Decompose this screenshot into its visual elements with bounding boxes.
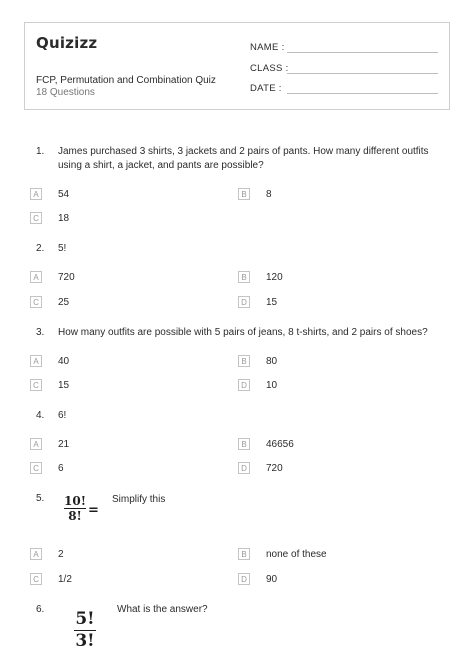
- math-fraction: [64, 494, 86, 523]
- name-label: NAME :: [250, 42, 285, 53]
- date-label: DATE :: [250, 83, 282, 94]
- option-text: none of these: [266, 549, 327, 560]
- option-letter: B: [238, 355, 250, 367]
- option-text: 40: [58, 356, 70, 367]
- option-text: 720: [58, 272, 75, 283]
- question-number: 5.: [36, 493, 45, 504]
- quiz-title: FCP, Permutation and Combination Quiz: [36, 75, 216, 86]
- option-text: 720: [266, 463, 283, 474]
- option-text: 2: [58, 549, 64, 560]
- class-line: [287, 73, 438, 74]
- option-letter: D: [238, 462, 250, 474]
- option-letter: D: [238, 296, 250, 308]
- option-letter: D: [238, 379, 250, 391]
- option-text: 6: [58, 463, 64, 474]
- option-text: 1/2: [58, 574, 72, 585]
- question-text: 6!: [58, 410, 67, 421]
- option-letter: D: [238, 573, 250, 585]
- option-letter: A: [30, 548, 42, 560]
- question-number: 2.: [36, 243, 45, 254]
- option-text: 54: [58, 189, 70, 200]
- option-text: 46656: [266, 439, 294, 450]
- option-text: 8: [266, 189, 272, 200]
- fraction-denominator: 8!: [68, 509, 82, 523]
- math-fraction: [74, 609, 96, 652]
- question-count: 18 Questions: [36, 87, 95, 98]
- option-letter: B: [238, 438, 250, 450]
- math-equals: =: [88, 503, 99, 518]
- option-text: 25: [58, 297, 70, 308]
- fraction-numerator: 10!: [64, 494, 86, 508]
- fraction-numerator: 5!: [75, 609, 95, 629]
- question-text: What is the answer?: [117, 604, 208, 615]
- option-text: 21: [58, 439, 70, 450]
- question-number: 6.: [36, 604, 45, 615]
- question-text: James purchased 3 shirts, 3 jackets and 2 pairs of pants. How many different outfits using a shirt, a jacket, and pants are possible?: [58, 146, 429, 171]
- date-line: [287, 93, 438, 94]
- option-letter: B: [238, 548, 250, 560]
- option-text: 10: [266, 380, 278, 391]
- option-text: 80: [266, 356, 278, 367]
- option-letter: A: [30, 355, 42, 367]
- question-number: 3.: [36, 327, 45, 338]
- question-text: How many outfits are possible with 5 pairs of jeans, 8 t-shirts, and 2 pairs of shoes?: [58, 327, 428, 338]
- question-number: 4.: [36, 410, 45, 421]
- option-text: 90: [266, 574, 278, 585]
- name-line: [287, 52, 438, 53]
- question-number: 1.: [36, 146, 45, 157]
- option-letter: B: [238, 188, 250, 200]
- option-text: 120: [266, 272, 283, 283]
- question-text: 5!: [58, 243, 67, 254]
- fraction-denominator: 3!: [75, 631, 95, 651]
- option-letter: C: [30, 573, 42, 585]
- option-text: 18: [58, 213, 70, 224]
- option-letter: C: [30, 296, 42, 308]
- option-letter: C: [30, 462, 42, 474]
- option-text: 15: [58, 380, 70, 391]
- option-letter: B: [238, 271, 250, 283]
- option-letter: C: [30, 212, 42, 224]
- option-letter: A: [30, 438, 42, 450]
- option-letter: A: [30, 271, 42, 283]
- option-letter: C: [30, 379, 42, 391]
- class-label: CLASS :: [250, 63, 289, 74]
- quizizz-logo: Quizizz: [36, 34, 98, 52]
- option-letter: A: [30, 188, 42, 200]
- question-text: Simplify this: [112, 494, 166, 505]
- option-text: 15: [266, 297, 278, 308]
